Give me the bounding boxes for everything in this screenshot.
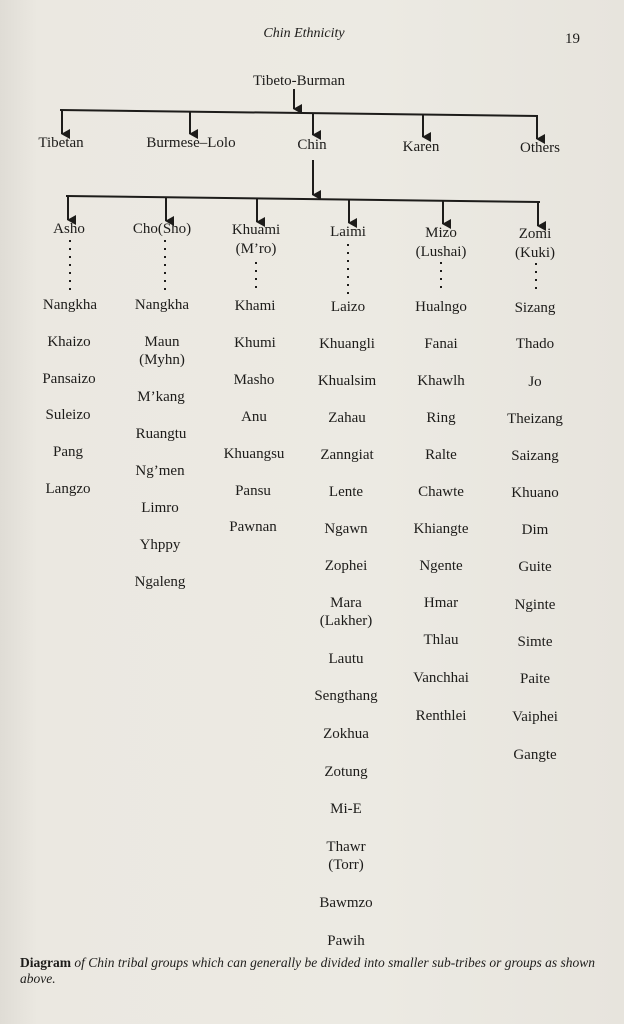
subtribe: Vaiphei xyxy=(512,709,558,725)
subtribe: Lente xyxy=(328,484,364,500)
subtribe: Ring xyxy=(426,410,456,426)
subtribe: Thlau xyxy=(423,632,459,648)
group-zomi-alt: (Kuki) xyxy=(515,245,555,261)
subtribe: Khuangli xyxy=(319,336,375,352)
subtribe: Thawr xyxy=(326,839,366,855)
subtribe: Zahau xyxy=(328,410,366,426)
subtribe: M’kang xyxy=(137,389,185,405)
group-khuami-alt: (M’ro) xyxy=(235,241,277,257)
family-tibetan: Tibetan xyxy=(38,135,84,151)
figure-caption xyxy=(20,955,600,987)
subtribe: Limro xyxy=(141,500,179,516)
subtribe: Vanchhai xyxy=(413,670,469,686)
family-others: Others xyxy=(520,140,560,156)
subtribe: Khiangte xyxy=(413,521,469,537)
subtribe: Dim xyxy=(521,522,549,538)
subtribe: (Myhn) xyxy=(139,352,185,368)
group-zomi: Zomi xyxy=(518,226,552,242)
subtribe: Khuangsu xyxy=(223,446,285,462)
subtribe: Laizo xyxy=(330,299,366,315)
subtribe: Nangkha xyxy=(134,297,190,313)
family-karen: Karen xyxy=(402,139,440,155)
subtribe: Bawmzo xyxy=(319,895,373,911)
subtribe: Paite xyxy=(520,671,550,687)
subtribe: Langzo xyxy=(45,481,91,497)
subtribe: Mara xyxy=(330,595,362,611)
subtribe: Saizang xyxy=(511,448,559,464)
subtribe: Khaizo xyxy=(47,334,91,350)
subtribe: Yhppy xyxy=(139,537,181,553)
subtribe: Ngaleng xyxy=(134,574,186,590)
root-node: Tibeto-Burman xyxy=(253,73,345,89)
subtribe: Theizang xyxy=(507,411,563,427)
subtribe: Mi-E xyxy=(330,801,362,817)
subtribe: Guite xyxy=(518,559,552,575)
subtribe: Pawih xyxy=(327,933,365,949)
group-asho: Asho xyxy=(53,221,85,237)
subtribe: Khumi xyxy=(234,335,276,351)
subtribe: Maun xyxy=(144,334,180,350)
subtribe: Ng’men xyxy=(135,463,185,479)
subtribe: Lautu xyxy=(328,651,364,667)
subtribe: Zotung xyxy=(324,764,368,780)
subtribe: Khualsim xyxy=(317,373,377,389)
subtribe: Pansu xyxy=(235,483,271,499)
subtribe: Jo xyxy=(528,374,542,390)
subtribe: Renthlei xyxy=(415,708,467,724)
running-title: Chin Ethnicity xyxy=(263,26,345,41)
family-chin: Chin xyxy=(297,137,327,153)
subtribe: Ralte xyxy=(425,447,457,463)
subtribe: Hmar xyxy=(423,595,459,611)
subtribe: Simte xyxy=(517,634,553,650)
subtribe: Khami xyxy=(234,298,276,314)
caption-label: Diagram xyxy=(20,955,71,970)
subtribe: Zophei xyxy=(324,558,368,574)
subtribe: Thado xyxy=(515,336,555,352)
subtribe: Nangkha xyxy=(42,297,98,313)
subtribe: Zanngiat xyxy=(320,447,374,463)
subtribe: Gangte xyxy=(513,747,557,763)
family-bar xyxy=(60,110,538,116)
subtribe: Sengthang xyxy=(314,688,378,704)
group-mizo-alt: (Lushai) xyxy=(415,244,467,260)
subtribe: Nginte xyxy=(514,597,556,613)
subtribe: Suleizo xyxy=(45,407,91,423)
subtribe: (Lakher) xyxy=(319,613,373,629)
subtribe: Pansaizo xyxy=(42,371,96,387)
group-laimi: Laimi xyxy=(330,224,366,240)
subtribe: Hualngo xyxy=(415,299,467,315)
subtribe: Ruangtu xyxy=(135,426,187,442)
group-mizo: Mizo xyxy=(425,225,457,241)
subtribe: Khuano xyxy=(511,485,559,501)
subtribe: Sizang xyxy=(514,300,556,316)
subtribe: Masho xyxy=(233,372,275,388)
subtribe: Ngente xyxy=(419,558,463,574)
subtribe: Anu xyxy=(241,409,267,425)
page-number: 19 xyxy=(565,31,580,47)
subtribe: (Torr) xyxy=(328,857,364,873)
family-burmese-lolo: Burmese–Lolo xyxy=(146,135,236,151)
group-cho-sho: Cho(Sho) xyxy=(132,221,192,237)
subtribe: Khawlh xyxy=(417,373,465,389)
subtribe: Fanai xyxy=(424,336,458,352)
subtribe: Pang xyxy=(53,444,83,460)
subtribe: Zokhua xyxy=(323,726,369,742)
subtribe: Chawte xyxy=(418,484,464,500)
caption-text: of Chin tribal groups which can generally be divided into smaller sub-tribes or groups as shown above. xyxy=(20,955,595,986)
chin-groups-bar xyxy=(66,196,540,202)
subtribe: Pawnan xyxy=(229,519,277,535)
group-khuami: Khuami xyxy=(231,222,281,238)
subtribe: Ngawn xyxy=(324,521,368,537)
